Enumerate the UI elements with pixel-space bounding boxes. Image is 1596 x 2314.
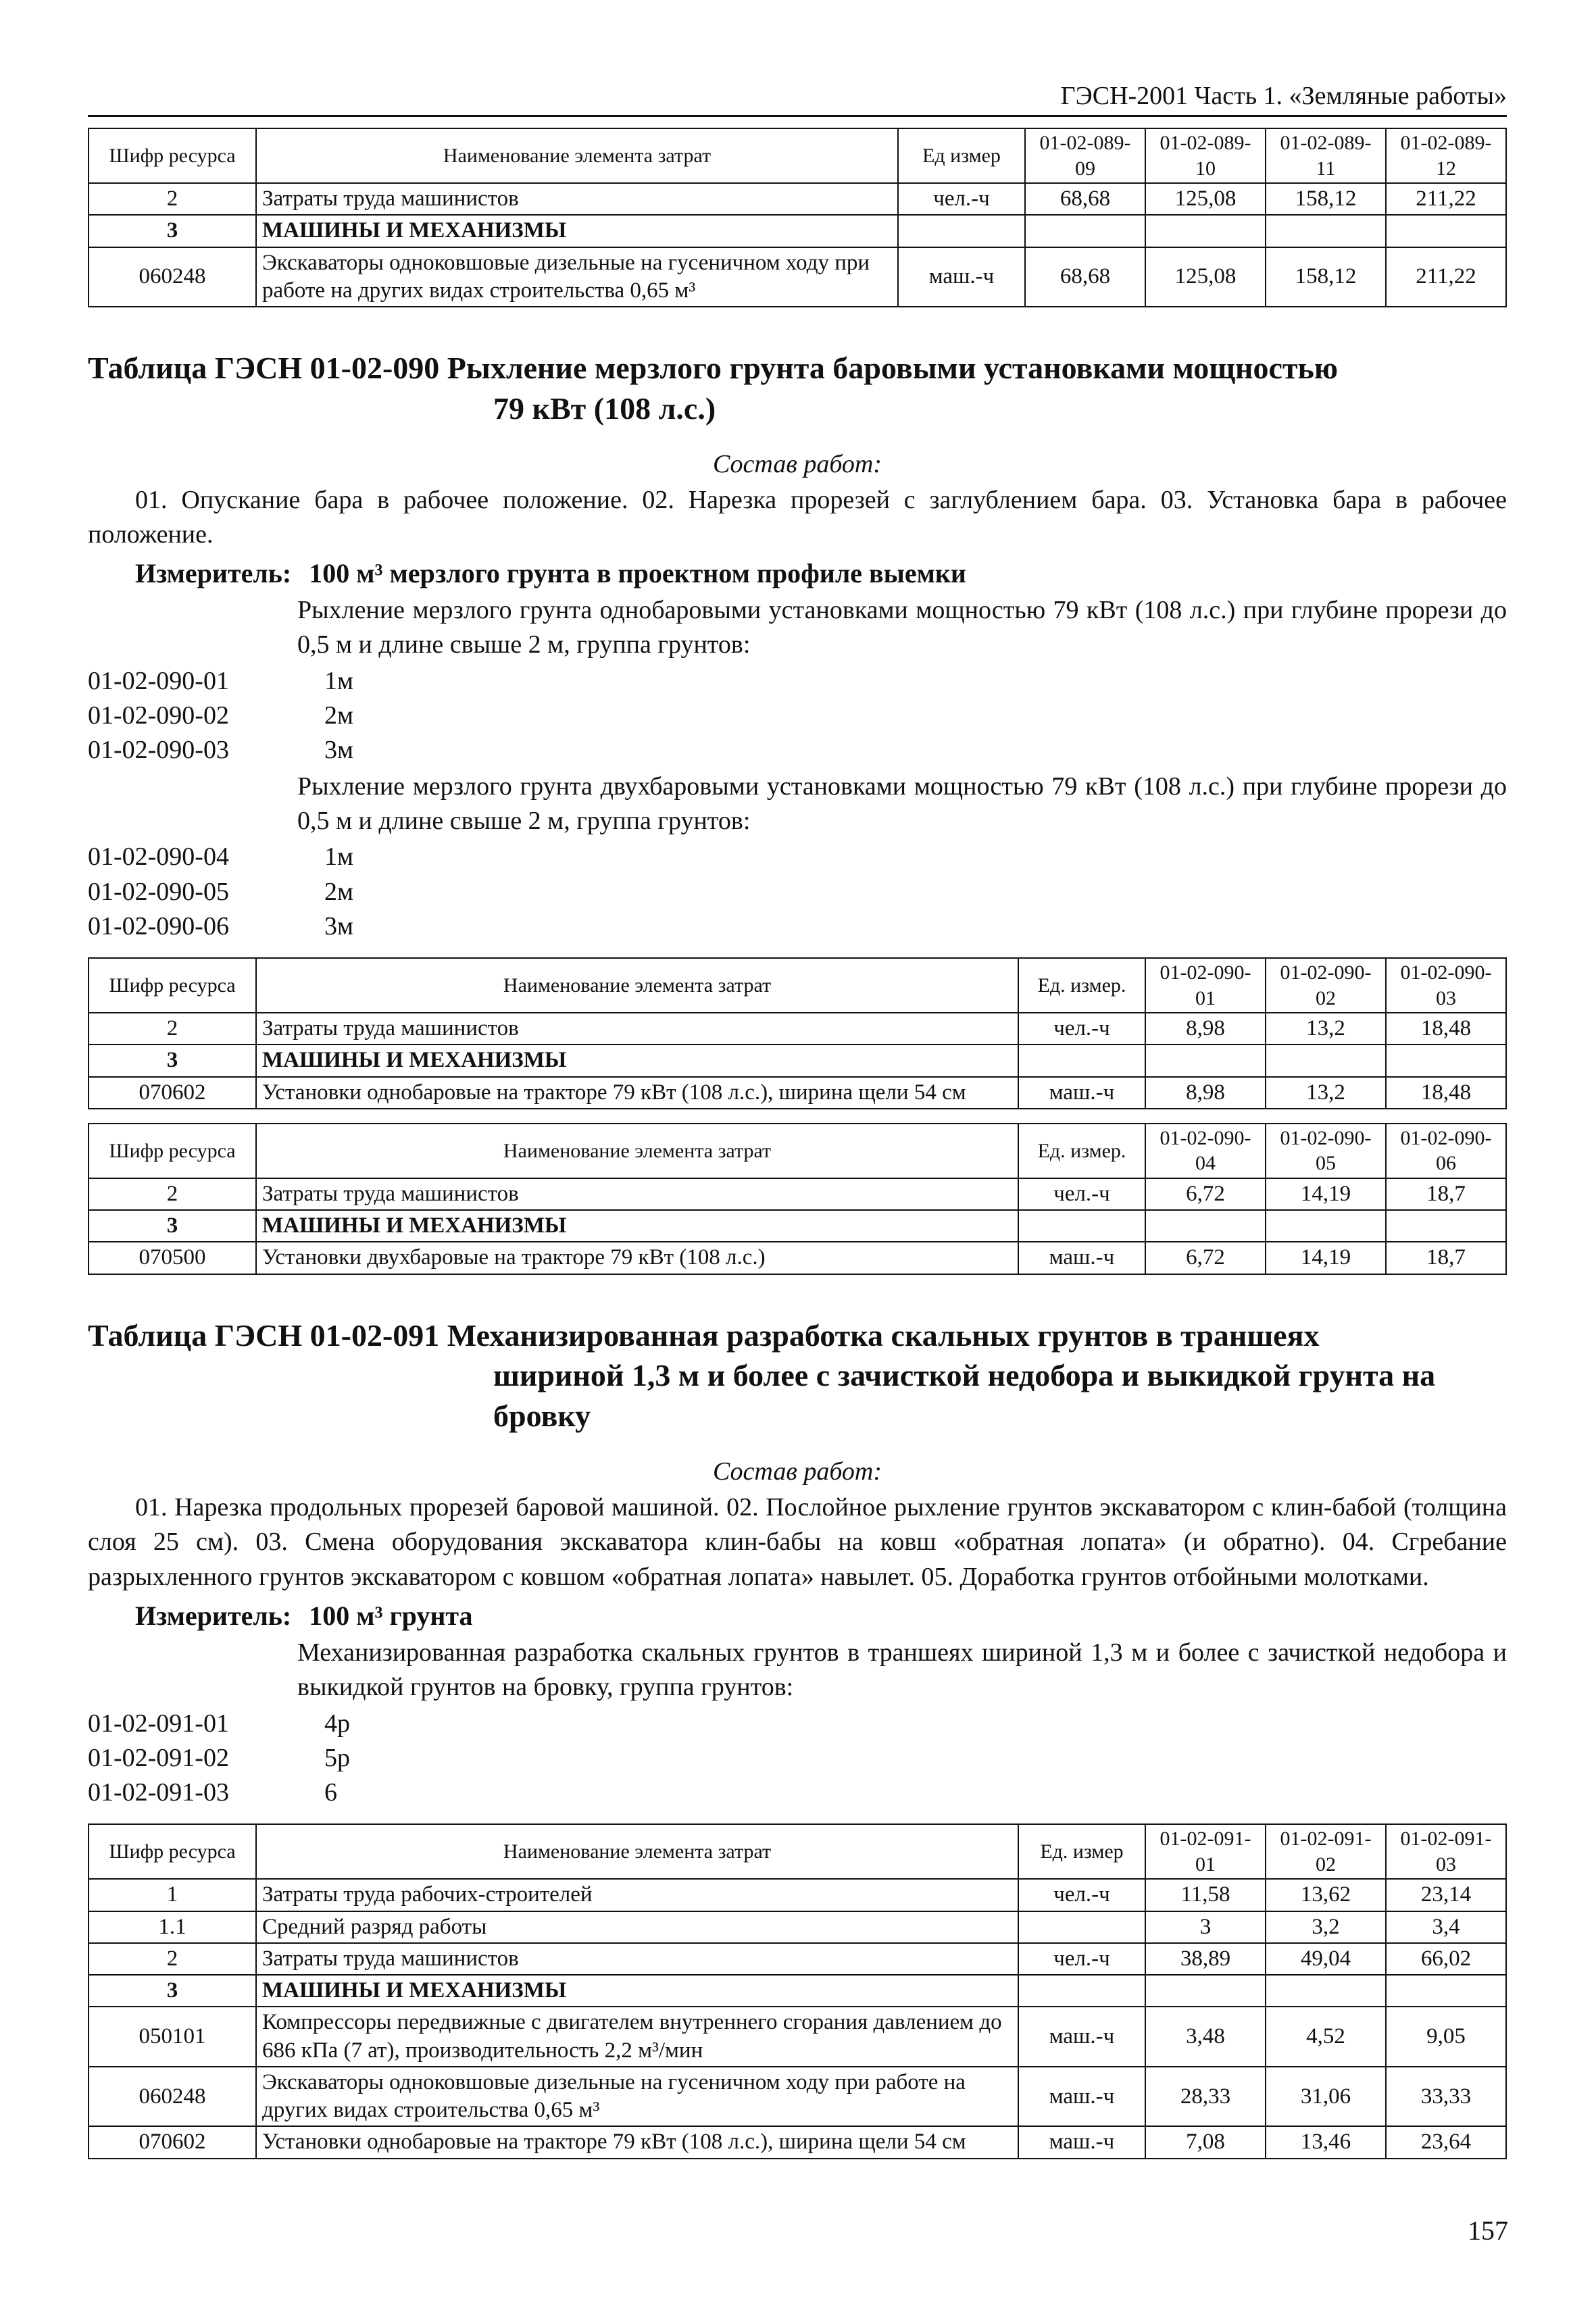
work-description: Рыхление мерзлого грунта двухбаровыми установками мощностью 79 кВт (108 л.с.) при глубине прорези до 0,5 м и длине свыше 2 м, группа грунтов: xyxy=(297,772,1507,835)
header-unit: Ед. измер. xyxy=(1018,958,1145,1013)
list-item xyxy=(88,664,1507,699)
cell-value: 31,06 xyxy=(1266,2067,1386,2127)
cell-value xyxy=(1145,1210,1266,1242)
cell-value xyxy=(1386,215,1506,247)
meter-label: Измеритель: xyxy=(135,558,292,589)
cell-value: 125,08 xyxy=(1145,247,1266,307)
cell-code: 060248 xyxy=(89,247,256,307)
cell-code: 3 xyxy=(89,215,256,247)
cell-name: Затраты труда рабочих-строителей xyxy=(256,1879,1018,1911)
cell-value: 3,48 xyxy=(1145,2007,1266,2067)
cell-name: МАШИНЫ И МЕХАНИЗМЫ xyxy=(256,1210,1018,1242)
cell-code: 3 xyxy=(89,1975,256,2007)
header-code: Шифр ресурса xyxy=(89,1824,256,1879)
cell-unit xyxy=(898,215,1025,247)
cell-value: 14,19 xyxy=(1266,1178,1386,1210)
table-row xyxy=(89,1045,1506,1076)
header-name: Наименование элемента затрат xyxy=(256,958,1018,1013)
cell-code: 1.1 xyxy=(89,1911,256,1943)
item-code: 01-02-091-02 xyxy=(88,1743,229,1772)
cell-unit: чел.-ч xyxy=(1018,1879,1145,1911)
item-value: 3м xyxy=(324,911,354,940)
cell-value xyxy=(1266,1210,1386,1242)
item-code: 01-02-091-01 xyxy=(88,1709,229,1738)
cell-value: 13,46 xyxy=(1266,2126,1386,2158)
cell-name: Установки однобаровые на тракторе 79 кВт (108 л.с.), ширина щели 54 см xyxy=(256,1077,1018,1109)
cell-value xyxy=(1145,215,1266,247)
resource-table-091 xyxy=(88,1823,1507,2159)
section-title-lead: Таблица ГЭСН 01-02-090 Рыхление мерзлого грунта баровыми установками мощностью xyxy=(88,351,1339,385)
item-code: 01-02-091-03 xyxy=(88,1778,229,1807)
cell-code: 3 xyxy=(89,1210,256,1242)
item-code: 01-02-090-02 xyxy=(88,701,229,730)
cell-code: 2 xyxy=(89,1013,256,1045)
cell-unit xyxy=(1018,1045,1145,1076)
table-row xyxy=(89,215,1506,247)
item-value: 6 xyxy=(324,1778,337,1807)
header-code: Шифр ресурса xyxy=(89,958,256,1013)
item-value: 1м xyxy=(324,842,354,872)
meter xyxy=(88,1600,1507,1632)
cell-value xyxy=(1145,1975,1266,2007)
cell-value: 38,89 xyxy=(1145,1943,1266,1975)
cell-value: 68,68 xyxy=(1025,183,1145,215)
cell-value: 23,14 xyxy=(1386,1879,1506,1911)
cell-unit: чел.-ч xyxy=(1018,1013,1145,1045)
cell-name: Затраты труда машинистов xyxy=(256,1178,1018,1210)
cell-name: Установки однобаровые на тракторе 79 кВт (108 л.с.), ширина щели 54 см xyxy=(256,2126,1018,2158)
cell-value xyxy=(1025,215,1145,247)
composition-text: 01. Опускание бара в рабочее положение. 02. Нарезка прорезей с заглублением бара. 03. Установка бара в рабочее положение. xyxy=(88,485,1507,549)
item-code: 01-02-090-03 xyxy=(88,736,229,765)
header-col: 01-02-090-05 xyxy=(1266,1124,1386,1178)
cell-name: Компрессоры передвижные с двигателем внутреннего сгорания давлением до 686 кПа (7 ат), производительность 2,2 м³/мин xyxy=(256,2007,1018,2067)
table-row xyxy=(89,247,1506,307)
cell-value: 125,08 xyxy=(1145,183,1266,215)
list-item xyxy=(88,1776,1507,1810)
cell-value xyxy=(1145,1045,1266,1076)
cell-value xyxy=(1386,1975,1506,2007)
cell-value: 23,64 xyxy=(1386,2126,1506,2158)
cell-name: Затраты труда машинистов xyxy=(256,1943,1018,1975)
cell-value: 6,72 xyxy=(1145,1242,1266,1274)
table-row xyxy=(89,1975,1506,2007)
list-item xyxy=(88,840,1507,874)
cell-value: 3,2 xyxy=(1266,1911,1386,1943)
table-row xyxy=(89,1210,1506,1242)
cell-unit: чел.-ч xyxy=(898,183,1025,215)
cell-value: 14,19 xyxy=(1266,1242,1386,1274)
cell-value: 28,33 xyxy=(1145,2067,1266,2127)
composition-text: 01. Нарезка продольных прорезей баровой машиной. 02. Послойное рыхление грунтов экскаватором с клин-бабой (толщина слоя 25 см). 03. Смена оборудования экскаватора клин-бабы на ковш «обратная лопата» (и обратно). 04. Сгребание разрыхленного грунтов экскаватором с ковшом «обратная лопата» навылет. 05. Доработка грунтов отбойными молотками. xyxy=(88,1493,1507,1591)
table-row xyxy=(89,183,1506,215)
work-description: Механизированная разработка скальных грунтов в траншеях шириной 1,3 м и более с зачисткой недобора и выкидкой грунтов на бровку, группа грунтов: xyxy=(297,1638,1507,1702)
item-code: 01-02-090-06 xyxy=(88,911,229,940)
header-unit: Ед. измер xyxy=(1018,1824,1145,1879)
resource-table-090b xyxy=(88,1123,1507,1275)
resource-table-090a xyxy=(88,957,1507,1109)
section-title-090 xyxy=(88,348,1507,429)
table-header-row xyxy=(89,958,1506,1013)
cell-name: Средний разряд работы xyxy=(256,1911,1018,1943)
cell-value: 3,4 xyxy=(1386,1911,1506,1943)
item-value: 2м xyxy=(324,877,354,906)
table-row xyxy=(89,2007,1506,2067)
header-name: Наименование элемента затрат xyxy=(256,1124,1018,1178)
cell-name: Установки двухбаровые на тракторе 79 кВт (108 л.с.) xyxy=(256,1242,1018,1274)
item-code: 01-02-090-04 xyxy=(88,842,229,872)
cell-value: 18,48 xyxy=(1386,1077,1506,1109)
page-number: 157 xyxy=(1468,2215,1508,2246)
cell-name: Экскаваторы одноковшовые дизельные на гусеничном ходу при работе на других видах строительства 0,65 м³ xyxy=(256,2067,1018,2127)
table-header-row xyxy=(89,1824,1506,1879)
header-col: 01-02-090-04 xyxy=(1145,1124,1266,1178)
cell-code: 070500 xyxy=(89,1242,256,1274)
cell-code: 2 xyxy=(89,1178,256,1210)
cell-code: 070602 xyxy=(89,2126,256,2158)
table-row xyxy=(89,2126,1506,2158)
table-row xyxy=(89,1943,1506,1975)
running-head: ГЭСН-2001 Часть 1. «Земляные работы» xyxy=(88,81,1507,117)
header-col: 01-02-090-03 xyxy=(1386,958,1506,1013)
cell-value: 158,12 xyxy=(1266,247,1386,307)
meter xyxy=(88,557,1507,589)
cell-code: 2 xyxy=(89,183,256,215)
cell-code: 2 xyxy=(89,1943,256,1975)
header-col: 01-02-089-10 xyxy=(1145,128,1266,183)
item-value: 3м xyxy=(324,736,354,765)
cell-value: 11,58 xyxy=(1145,1879,1266,1911)
cell-value: 13,2 xyxy=(1266,1077,1386,1109)
item-value: 1м xyxy=(324,666,354,695)
table-row xyxy=(89,1013,1506,1045)
table-row xyxy=(89,1178,1506,1210)
table-row xyxy=(89,1077,1506,1109)
cell-unit xyxy=(1018,1911,1145,1943)
header-col: 01-02-090-06 xyxy=(1386,1124,1506,1178)
cell-unit: маш.-ч xyxy=(1018,2007,1145,2067)
cell-value: 18,7 xyxy=(1386,1178,1506,1210)
cell-value xyxy=(1266,1045,1386,1076)
header-name: Наименование элемента затрат xyxy=(256,1824,1018,1879)
cell-unit xyxy=(1018,1210,1145,1242)
header-unit: Ед. измер. xyxy=(1018,1124,1145,1178)
cell-code: 3 xyxy=(89,1045,256,1076)
header-code: Шифр ресурса xyxy=(89,1124,256,1178)
cell-value: 7,08 xyxy=(1145,2126,1266,2158)
cell-unit: маш.-ч xyxy=(898,247,1025,307)
header-col: 01-02-089-09 xyxy=(1025,128,1145,183)
header-unit: Ед измер xyxy=(898,128,1025,183)
section-title-091 xyxy=(88,1315,1507,1436)
work-description: Рыхление мерзлого грунта однобаровыми установками мощностью 79 кВт (108 л.с.) при глубине прорези до 0,5 м и длине свыше 2 м, группа грунтов: xyxy=(297,596,1507,659)
cell-unit: маш.-ч xyxy=(1018,2067,1145,2127)
cell-value: 13,62 xyxy=(1266,1879,1386,1911)
header-col: 01-02-089-12 xyxy=(1386,128,1506,183)
document-page xyxy=(88,81,1507,2159)
cell-code: 050101 xyxy=(89,2007,256,2067)
cell-value: 8,98 xyxy=(1145,1013,1266,1045)
cell-value: 6,72 xyxy=(1145,1178,1266,1210)
cell-value: 3 xyxy=(1145,1911,1266,1943)
cell-value: 158,12 xyxy=(1266,183,1386,215)
header-name: Наименование элемента затрат xyxy=(256,128,898,183)
spacer xyxy=(88,1109,1507,1123)
cell-name: Экскаваторы одноковшовые дизельные на гусеничном ходу при работе на других видах строительства 0,65 м³ xyxy=(256,247,898,307)
table-row xyxy=(89,1879,1506,1911)
meter-value: 100 м³ грунта xyxy=(309,1600,473,1631)
cell-unit: чел.-ч xyxy=(1018,1943,1145,1975)
cell-unit: маш.-ч xyxy=(1018,1242,1145,1274)
table-row xyxy=(89,2067,1506,2127)
list-item xyxy=(88,1707,1507,1741)
list-item xyxy=(88,1741,1507,1776)
header-col: 01-02-091-02 xyxy=(1266,1824,1386,1879)
cell-name: МАШИНЫ И МЕХАНИЗМЫ xyxy=(256,215,898,247)
cell-unit: маш.-ч xyxy=(1018,2126,1145,2158)
cell-value: 13,2 xyxy=(1266,1013,1386,1045)
item-code: 01-02-090-01 xyxy=(88,666,229,695)
section-title-lead: Таблица ГЭСН 01-02-091 Механизированная разработка скальных грунтов в траншеях xyxy=(88,1317,1320,1353)
cell-value xyxy=(1266,215,1386,247)
header-code: Шифр ресурса xyxy=(89,128,256,183)
cell-name: МАШИНЫ И МЕХАНИЗМЫ xyxy=(256,1975,1018,2007)
spacer xyxy=(88,1810,1507,1823)
table-row xyxy=(89,1242,1506,1274)
header-col: 01-02-090-02 xyxy=(1266,958,1386,1013)
cell-value: 211,22 xyxy=(1386,247,1506,307)
cell-value: 4,52 xyxy=(1266,2007,1386,2067)
resource-table-089 xyxy=(88,128,1507,307)
header-col: 01-02-091-03 xyxy=(1386,1824,1506,1879)
cell-unit xyxy=(1018,1975,1145,2007)
section-title-rest: шириной 1,3 м и более с зачисткой недобора и выкидкой грунта на бровку xyxy=(493,1358,1436,1434)
cell-value: 211,22 xyxy=(1386,183,1506,215)
cell-value: 66,02 xyxy=(1386,1943,1506,1975)
cell-value: 49,04 xyxy=(1266,1943,1386,1975)
item-code: 01-02-090-05 xyxy=(88,877,229,906)
spacer xyxy=(88,944,1507,957)
cell-value: 9,05 xyxy=(1386,2007,1506,2067)
cell-value xyxy=(1266,1975,1386,2007)
list-item xyxy=(88,909,1507,944)
section-title-rest: 79 кВт (108 л.с.) xyxy=(493,391,716,426)
cell-name: Затраты труда машинистов xyxy=(256,183,898,215)
cell-value: 18,7 xyxy=(1386,1242,1506,1274)
item-value: 4р xyxy=(324,1709,350,1738)
cell-code: 1 xyxy=(89,1879,256,1911)
composition-label: Состав работ: xyxy=(712,449,882,478)
cell-value: 8,98 xyxy=(1145,1077,1266,1109)
list-item xyxy=(88,875,1507,909)
list-item xyxy=(88,733,1507,768)
cell-value: 18,48 xyxy=(1386,1013,1506,1045)
cell-code: 060248 xyxy=(89,2067,256,2127)
header-col: 01-02-089-11 xyxy=(1266,128,1386,183)
list-item xyxy=(88,699,1507,733)
item-value: 2м xyxy=(324,701,354,730)
table-header-row xyxy=(89,128,1506,183)
composition-label: Состав работ: xyxy=(712,1457,882,1486)
cell-value xyxy=(1386,1210,1506,1242)
cell-value xyxy=(1386,1045,1506,1076)
header-col: 01-02-091-01 xyxy=(1145,1824,1266,1879)
cell-name: МАШИНЫ И МЕХАНИЗМЫ xyxy=(256,1045,1018,1076)
cell-name: Затраты труда машинистов xyxy=(256,1013,1018,1045)
cell-value: 68,68 xyxy=(1025,247,1145,307)
meter-value: 100 м³ мерзлого грунта в проектном профиле выемки xyxy=(309,558,966,589)
cell-unit: маш.-ч xyxy=(1018,1077,1145,1109)
item-value: 5р xyxy=(324,1743,350,1772)
table-row xyxy=(89,1911,1506,1943)
cell-code: 070602 xyxy=(89,1077,256,1109)
header-col: 01-02-090-01 xyxy=(1145,958,1266,1013)
cell-unit: чел.-ч xyxy=(1018,1178,1145,1210)
meter-label: Измеритель: xyxy=(135,1600,292,1631)
cell-value: 33,33 xyxy=(1386,2067,1506,2127)
table-header-row xyxy=(89,1124,1506,1178)
